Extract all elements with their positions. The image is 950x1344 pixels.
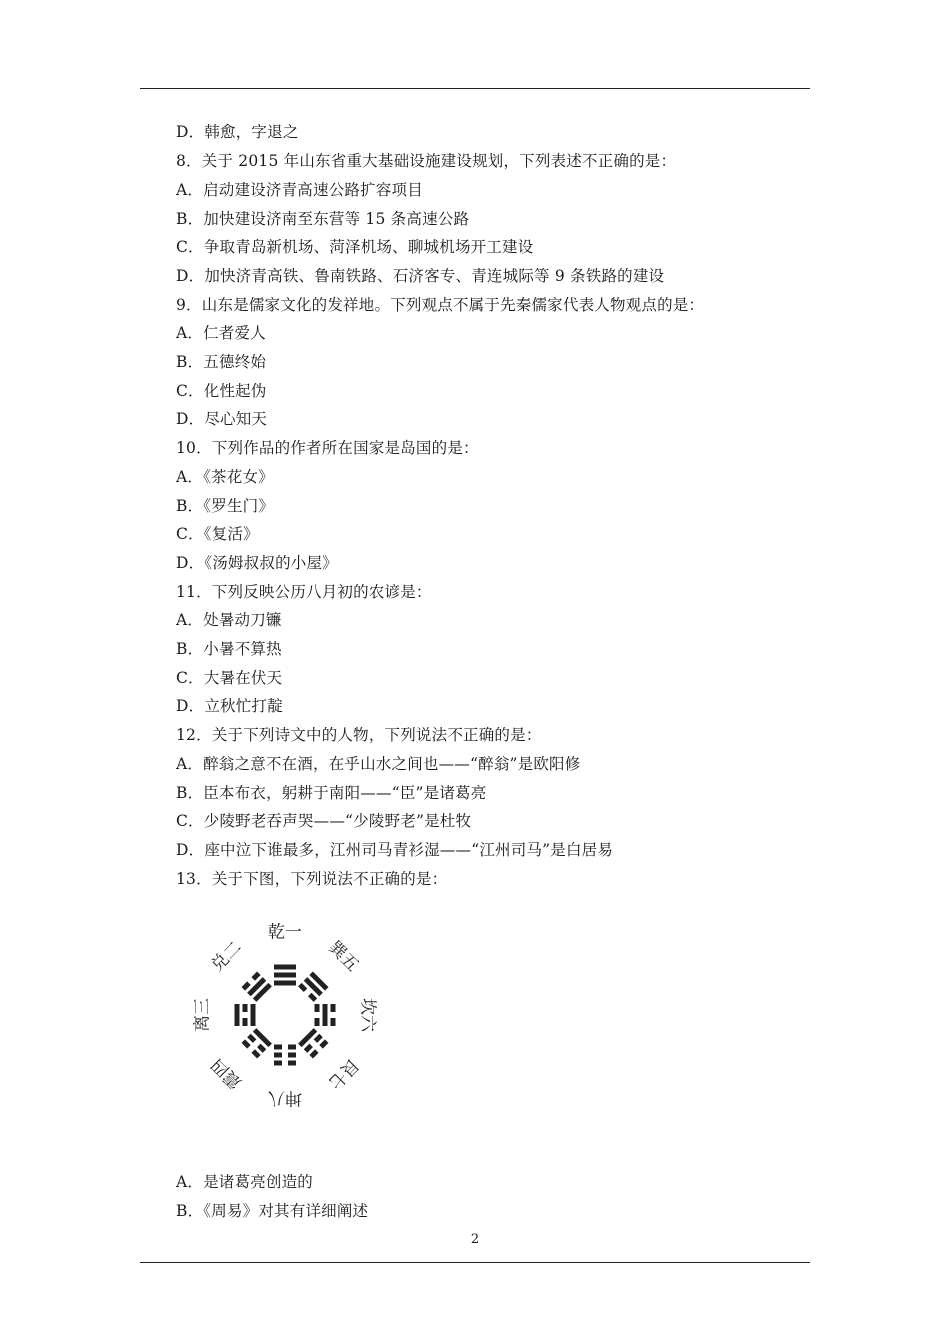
yin-line (242, 1039, 251, 1048)
option-line: B．小暑不算热 (176, 640, 282, 658)
yin-line (274, 1053, 282, 1058)
yin-line (331, 1018, 336, 1026)
yin-line (243, 1004, 248, 1012)
trigram-label: 艮七 (324, 1054, 363, 1093)
yin-line (288, 1061, 296, 1066)
question-10: 10．下列作品的作者所在国家是岛国的是： (176, 439, 479, 457)
yin-line (288, 1053, 296, 1058)
option-line: A．启动建设济青高速公路扩容项目 (176, 181, 423, 199)
yang-line (251, 1004, 256, 1026)
trigram-label: 乾一 (268, 922, 302, 943)
trigram-label: 巽五 (324, 937, 363, 976)
yin-line (315, 1018, 320, 1026)
yin-line (247, 1034, 256, 1043)
yin-line (257, 1044, 266, 1053)
trigram-zhen (208, 1024, 277, 1093)
trigram-qian (268, 923, 302, 986)
trigram-label: 坤八 (268, 1087, 302, 1108)
option-line: D．《汤姆叔叔的小屋》 (176, 554, 338, 572)
trigram-label: 离三 (192, 998, 213, 1032)
option-line: B．五德终始 (176, 353, 267, 371)
yang-line (235, 1004, 240, 1026)
option-line: B．臣本布衣，躬耕于南阳——“臣”是诸葛亮 (176, 784, 487, 802)
yang-line (253, 1028, 272, 1047)
yang-line (274, 965, 296, 970)
yin-line (242, 981, 251, 990)
yin-line (319, 1039, 328, 1048)
yin-line (251, 1049, 260, 1058)
option-line: D．立秋忙打靛 (176, 697, 283, 715)
yin-line (314, 1034, 323, 1043)
trigram-kun (268, 1045, 302, 1108)
option-line: C．化性起伪 (176, 382, 267, 400)
option-line: A．处暑动刀镰 (176, 611, 282, 629)
yin-line (298, 983, 307, 992)
option-line: A．《茶花女》 (176, 468, 274, 486)
trigram-label: 坎六 (357, 998, 378, 1032)
option-line: B．《罗生门》 (176, 497, 275, 515)
trigram-gen (294, 1024, 363, 1093)
option-line: A．醉翁之意不在酒，在乎山水之间也——“醉翁”是欧阳修 (176, 755, 581, 773)
trigram-dui (208, 938, 277, 1007)
yang-line (274, 981, 296, 986)
yin-line (315, 1004, 320, 1012)
yin-line (304, 1044, 313, 1053)
question-8: 8．关于 2015 年山东省重大基础设施建设规划，下列表述不正确的是： (176, 152, 677, 170)
trigram-xun (294, 938, 363, 1007)
trigram-label: 兑二 (207, 937, 246, 976)
option-line: C．少陵野老吞声哭——“少陵野老”是杜牧 (176, 812, 472, 830)
yin-line (331, 1004, 336, 1012)
question-9: 9．山东是儒家文化的发祥地。下列观点不属于先秦儒家代表人物观点的是： (176, 296, 705, 314)
option-line: A．仁者爱人 (176, 324, 266, 342)
trigram-kan (315, 998, 378, 1033)
question-11: 11．下列反映公历八月初的农谚是： (176, 583, 432, 601)
footer-rule (140, 1262, 810, 1263)
yin-line (251, 972, 260, 981)
question-12: 12．关于下列诗文中的人物，下列说法不正确的是： (176, 726, 542, 744)
yin-line (274, 1061, 282, 1066)
yin-line (288, 1045, 296, 1050)
trigram-label: 震四 (207, 1054, 246, 1093)
text-line: D．韩愈，字退之 (176, 123, 299, 141)
option-line: D．加快济青高铁、鲁南铁路、石济客专、青连城际等 9 条铁路的建设 (176, 267, 665, 285)
yin-line (308, 993, 317, 1002)
option-line: D．座中泣下谁最多，江州司马青衫湿——“江州司马”是白居易 (176, 841, 614, 859)
option-line: C．大暑在伏天 (176, 669, 283, 687)
yin-line (243, 1018, 248, 1026)
yin-line (309, 1049, 318, 1058)
bagua-diagram (160, 900, 410, 1140)
yin-line (274, 1045, 282, 1050)
option-line: C．《复活》 (176, 525, 259, 543)
option-line: A．是诸葛亮创造的 (176, 1173, 313, 1191)
option-line: B．加快建设济南至东营等 15 条高速公路 (176, 210, 470, 228)
trigram-li (193, 998, 256, 1032)
question-13: 13．关于下图，下列说法不正确的是： (176, 870, 448, 888)
option-line: B．《周易》对其有详细阐述 (176, 1202, 369, 1220)
option-line: C．争取青岛新机场、菏泽机场、聊城机场开工建设 (176, 238, 534, 256)
page-number: 2 (470, 1232, 480, 1247)
option-line: D．尽心知天 (176, 410, 268, 428)
yang-line (274, 973, 296, 978)
header-rule (140, 88, 810, 89)
yang-line (298, 1028, 317, 1047)
yang-line (323, 1004, 328, 1026)
